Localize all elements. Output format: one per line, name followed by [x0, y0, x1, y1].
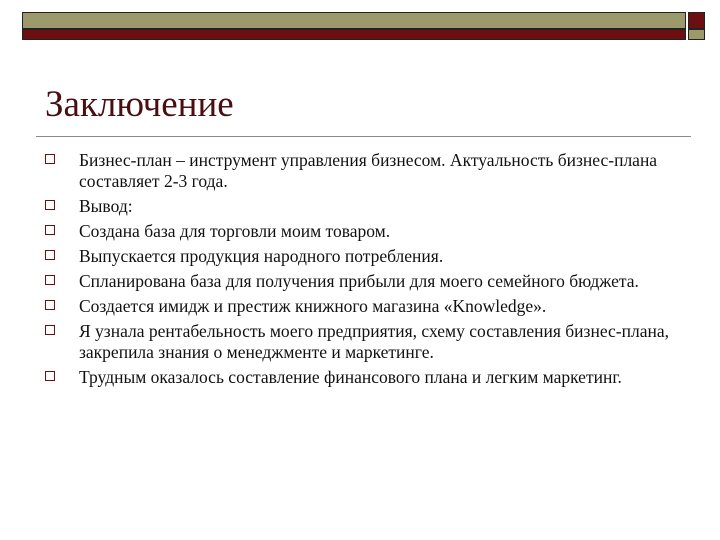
square-bullet-icon: [45, 250, 55, 260]
slide-title: Заключение: [45, 84, 234, 125]
square-bullet-icon: [45, 225, 55, 235]
bullet-text: Создана база для торговли моим товаром.: [79, 221, 391, 241]
header-square-olive: [688, 29, 705, 40]
square-bullet-icon: [45, 325, 55, 335]
bullet-text: Вывод:: [79, 196, 133, 216]
header-band-maroon: [22, 29, 686, 40]
bullet-item: [42, 321, 672, 363]
square-bullet-icon: [45, 371, 55, 381]
bullet-item: [42, 271, 672, 292]
bullet-text: Бизнес-план – инструмент управления бизнесом. Актуальность бизнес-плана составляет 2-3 года.: [79, 150, 658, 191]
bullet-item: [42, 196, 672, 217]
square-bullet-icon: [45, 275, 55, 285]
bullet-item: [42, 221, 672, 242]
bullet-item: [42, 296, 672, 317]
bullet-text: Трудным оказалось составление финансового плана и легким маркетинг.: [79, 367, 622, 387]
bullet-list: [42, 150, 672, 392]
bullet-text: Создается имидж и престиж книжного магазина «Knowledge».: [79, 296, 547, 316]
bullet-item: [42, 367, 672, 388]
title-divider: [36, 136, 691, 137]
bullet-text: Я узнала рентабельность моего предприятия, схему составления бизнес-плана, закрепила знания о менеджменте и маркетинге.: [79, 321, 670, 362]
bullet-item: [42, 150, 672, 192]
square-bullet-icon: [45, 300, 55, 310]
bullet-item: [42, 246, 672, 267]
square-bullet-icon: [45, 200, 55, 210]
bullet-text: Спланирована база для получения прибыли для моего семейного бюджета.: [79, 271, 639, 291]
square-bullet-icon: [45, 154, 55, 164]
bullet-text: Выпускается продукция народного потребления.: [79, 246, 444, 266]
header-band-olive: [22, 12, 686, 29]
header-square-maroon: [688, 12, 705, 29]
